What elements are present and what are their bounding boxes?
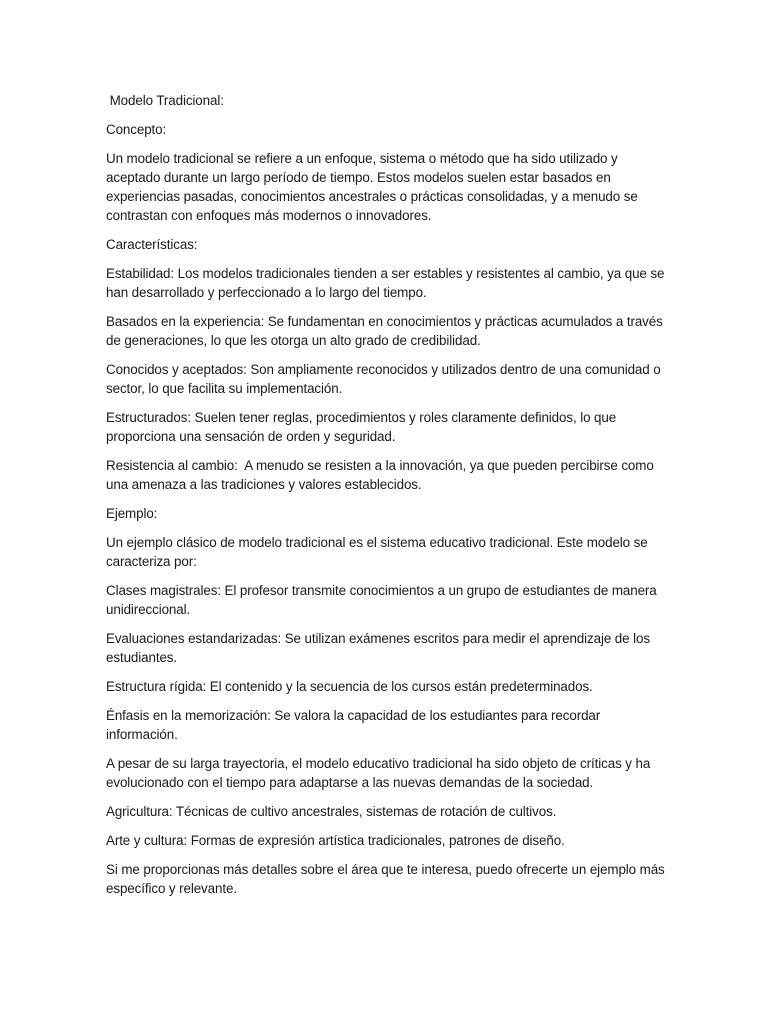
example-intro-paragraph: Un ejemplo clásico de modelo tradicional es el sistema educativo tradicional. Este modelo se caracteriza por: bbox=[106, 535, 652, 569]
other-example-paragraph: Agricultura: Técnicas de cultivo ancestrales, sistemas de rotación de cultivos. bbox=[106, 804, 557, 819]
example-conclusion-paragraph: A pesar de su larga trayectoria, el modelo educativo tradicional ha sido objeto de críticas y ha evolucionado con el tiempo para adaptarse a las nuevas demandas de la sociedad. bbox=[106, 756, 654, 790]
characteristic-paragraph: Basados en la experiencia: Se fundamentan en conocimientos y prácticas acumulados a través de generaciones, lo que les otorga un alto grado de credibilidad. bbox=[106, 314, 667, 348]
characteristic-paragraph: Estructurados: Suelen tener reglas, procedimientos y roles claramente definidos, lo que proporciona una sensación de orden y seguridad. bbox=[106, 410, 620, 444]
document-title: Modelo Tradicional: bbox=[106, 93, 224, 108]
example-point-paragraph: Evaluaciones estandarizadas: Se utilizan exámenes escritos para medir el aprendizaje de los estudiantes. bbox=[106, 631, 654, 665]
characteristic-paragraph: Estabilidad: Los modelos tradicionales tienden a ser estables y resistentes al cambio, ya que se han desarrollado y perfeccionado a lo largo del tiempo. bbox=[106, 266, 668, 300]
example-point-paragraph: Clases magistrales: El profesor transmite conocimientos a un grupo de estudiantes de manera unidireccional. bbox=[106, 583, 661, 617]
other-example-paragraph: Arte y cultura: Formas de expresión artística tradicionales, patrones de diseño. bbox=[106, 833, 565, 848]
concept-paragraph: Un modelo tradicional se refiere a un enfoque, sistema o método que ha sido utilizado y aceptado durante un largo período de tiempo. Estos modelos suelen estar basados en experiencias pasadas, conocimientos ancestrales o prácticas consolidadas, y a menudo se contrastan con enfoques más modernos o innovadores. bbox=[106, 151, 642, 223]
characteristic-paragraph: Conocidos y aceptados: Son ampliamente reconocidos y utilizados dentro de una comunidad o sector, lo que facilita su implementación. bbox=[106, 362, 665, 396]
characteristics-heading: Características: bbox=[106, 237, 198, 252]
concept-heading: Concepto: bbox=[106, 122, 167, 137]
document-body bbox=[106, 91, 669, 908]
characteristic-paragraph: Resistencia al cambio: A menudo se resisten a la innovación, ya que pueden percibirse como una amenaza a las tradiciones y valores establecidos. bbox=[106, 458, 658, 492]
closing-paragraph: Si me proporcionas más detalles sobre el área que te interesa, puedo ofrecerte un ejemplo más específico y relevante. bbox=[106, 862, 669, 896]
example-heading: Ejemplo: bbox=[106, 506, 158, 521]
example-point-paragraph: Énfasis en la memorización: Se valora la capacidad de los estudiantes para recordar información. bbox=[106, 708, 604, 742]
example-point-paragraph: Estructura rígida: El contenido y la secuencia de los cursos están predeterminados. bbox=[106, 679, 593, 694]
